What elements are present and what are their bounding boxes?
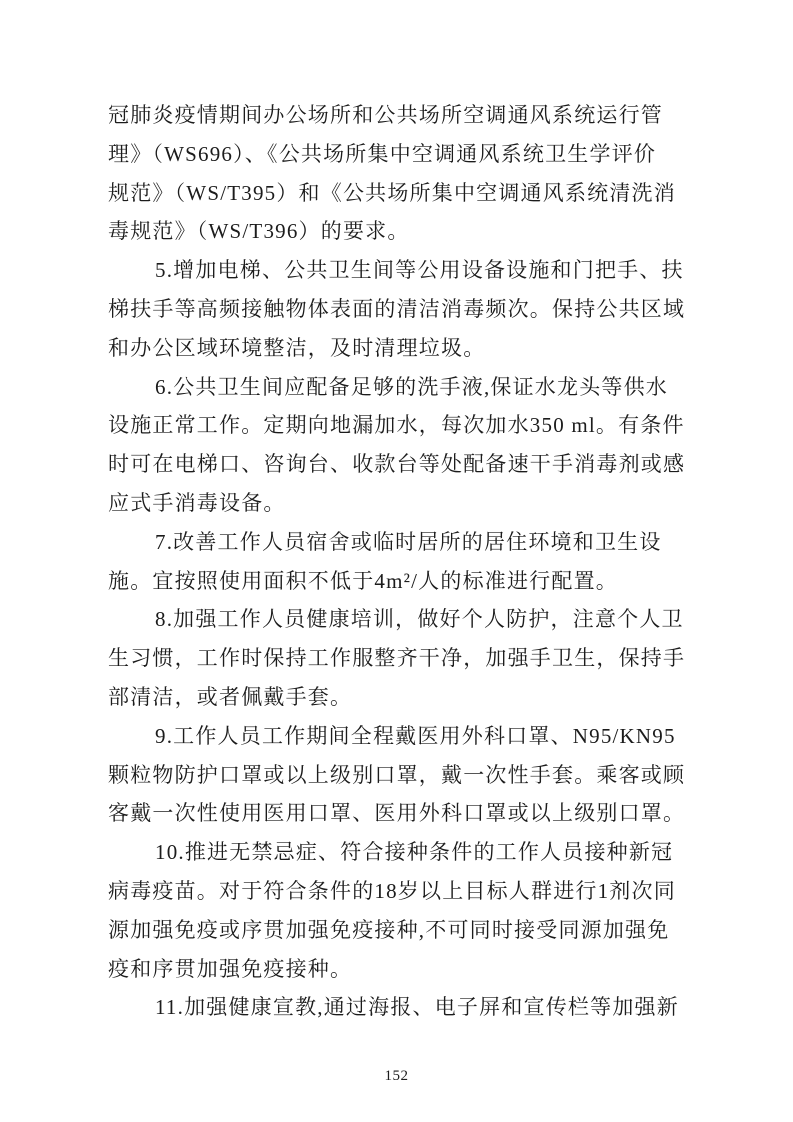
text-line: 时可在电梯口、咨询台、收款台等处配备速干手消毒剂或感 (108, 452, 686, 477)
text-line: 5.增加电梯、公共卫生间等公用设备设施和门把手、扶 (155, 258, 684, 283)
text-line: 冠肺炎疫情期间办公场所和公共场所空调通风系统运行管 (108, 103, 663, 127)
text-line: 设施正常工作。定期向地漏加水，每次加水350 ml。有条件 (108, 413, 685, 438)
page-number: 152 (384, 1068, 409, 1084)
text-line: 客戴一次性使用医用口罩、医用外科口罩或以上级别口罩。 (108, 801, 686, 826)
text-line: 8.加强工作人员健康培训，做好个人防护，注意个人卫 (155, 607, 684, 632)
text-line: 病毒疫苗。对于符合条件的18岁以上目标人群进行1剂次同 (108, 878, 676, 903)
text-line: 7.改善工作人员宿舍或临时居所的居住环境和卫生设 (155, 529, 662, 554)
text-line: 毒规范》（WS/T396）的要求。 (108, 219, 410, 244)
text-line: 梯扶手等高频接触物体表面的清洁消毒频次。保持公共区域 (108, 296, 686, 321)
text-line: 源加强免疫或序贯加强免疫接种,不可同时接受同源加强免 (108, 917, 670, 942)
text-line: 施。宜按照使用面积不低于4m²/人的标准进行配置。 (108, 568, 618, 593)
text-line: 和办公区域环境整洁，及时清理垃圾。 (108, 335, 486, 360)
text-line: 9.工作人员工作期间全程戴医用外科口罩、N95/KN95 (155, 723, 676, 748)
text-line: 6.公共卫生间应配备足够的洗手液,保证水龙头等供水 (155, 374, 668, 399)
text-line: 10.推进无禁忌症、符合接种条件的工作人员接种新冠 (155, 840, 674, 865)
text-line: 理》（WS696）、《公共场所集中空调通风系统卫生学评价 (108, 141, 657, 166)
text-line: 疫和序贯加强免疫接种。 (108, 956, 353, 981)
text-line: 规范》（WS/T395）和《公共场所集中空调通风系统清洗消 (108, 180, 676, 205)
text-line: 生习惯，工作时保持工作服整齐干净，加强手卫生，保持手 (108, 646, 686, 671)
text-line: 应式手消毒设备。 (108, 490, 286, 515)
document-lines (108, 96, 708, 1027)
text-line: 11.加强健康宣教,通过海报、电子屏和宣传栏等加强新 (155, 995, 679, 1020)
text-line: 部清洁，或者佩戴手套。 (108, 684, 353, 709)
text-line: 颗粒物防护口罩或以上级别口罩，戴一次性手套。乘客或顾 (108, 762, 686, 787)
